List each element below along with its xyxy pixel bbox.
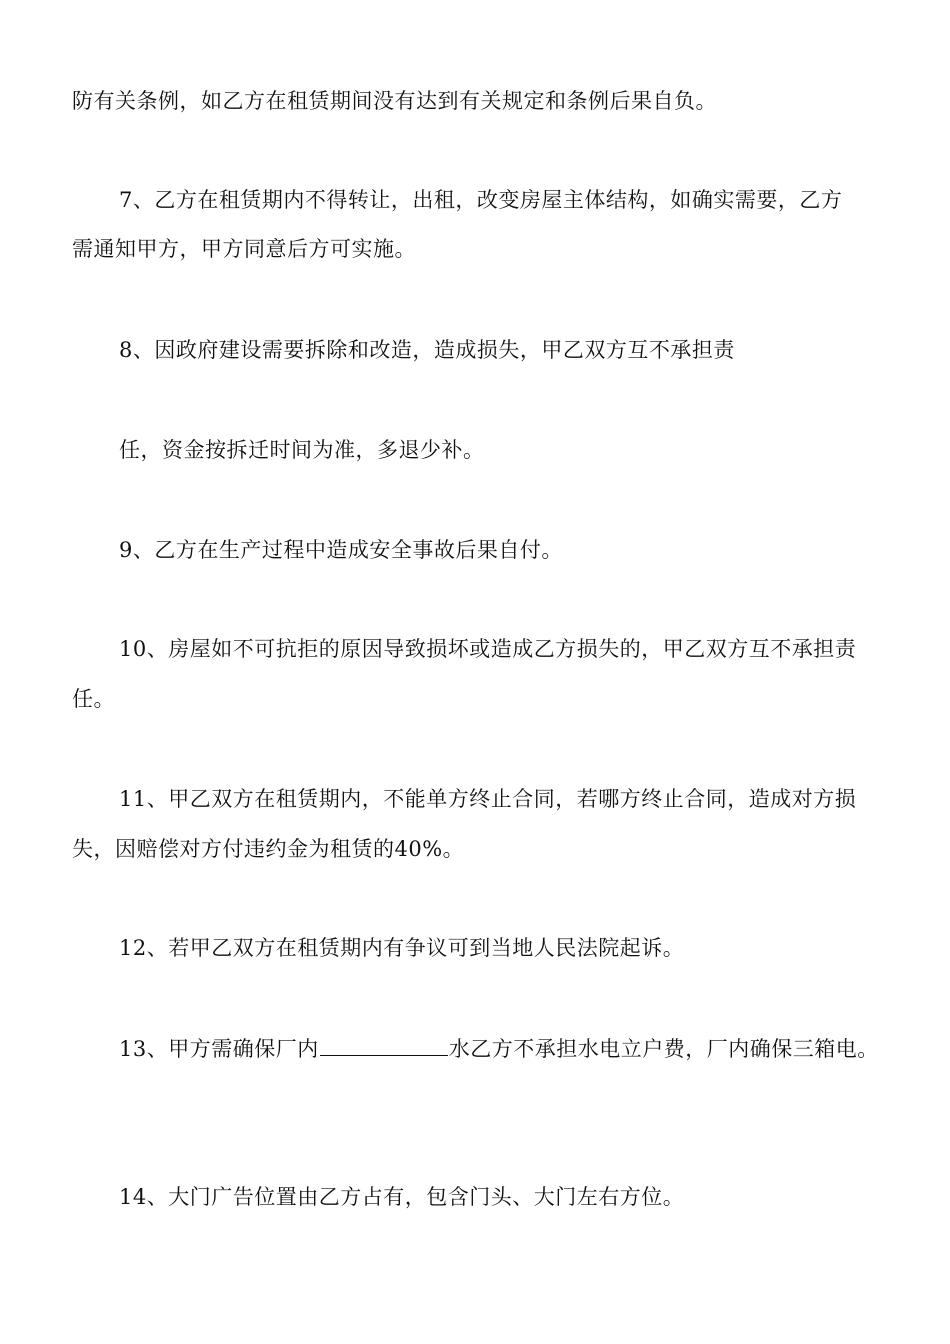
clause-7-line-1: 7、乙方在租赁期内不得转让，出租，改变房屋主体结构，如确实需要，乙方	[119, 188, 843, 212]
clause-9: 9、乙方在生产过程中造成安全事故后果自付。	[119, 538, 563, 562]
fill-in-blank-line	[320, 1033, 448, 1056]
clause-10-line-2: 任。	[72, 687, 115, 711]
clause-10-line-1: 10、房屋如不可抗拒的原因导致损坏或造成乙方损失的，甲乙双方互不承担责	[119, 637, 857, 661]
clause-7-line-2: 需通知甲方，甲方同意后方可实施。	[72, 237, 416, 261]
clause-8-line-1: 8、因政府建设需要拆除和改造，造成损失，甲乙双方互不承担责	[119, 338, 735, 362]
clause-12: 12、若甲乙双方在租赁期内有争议可到当地人民法院起诉。	[119, 936, 685, 960]
clause-8-line-2: 任，资金按拆迁时间为准，多退少补。	[119, 438, 485, 462]
clause-11-line-1: 11、甲乙双方在租赁期内，不能单方终止合同，若哪方终止合同，造成对方损	[119, 787, 857, 811]
clause-13-text-before: 13、甲方需确保厂内	[119, 1037, 319, 1061]
clause-13	[119, 1033, 879, 1064]
clause-11-line-2: 失，因赔偿对方付违约金为租赁的40%。	[72, 837, 465, 861]
clause-14: 14、大门广告位置由乙方占有，包含门头、大门左右方位。	[119, 1185, 685, 1209]
clause-6-continuation: 防有关条例，如乙方在租赁期间没有达到有关规定和条例后果自负。	[72, 89, 717, 113]
clause-13-text-after: 水乙方不承担水电立户费，厂内确保三箱电。	[448, 1037, 879, 1061]
